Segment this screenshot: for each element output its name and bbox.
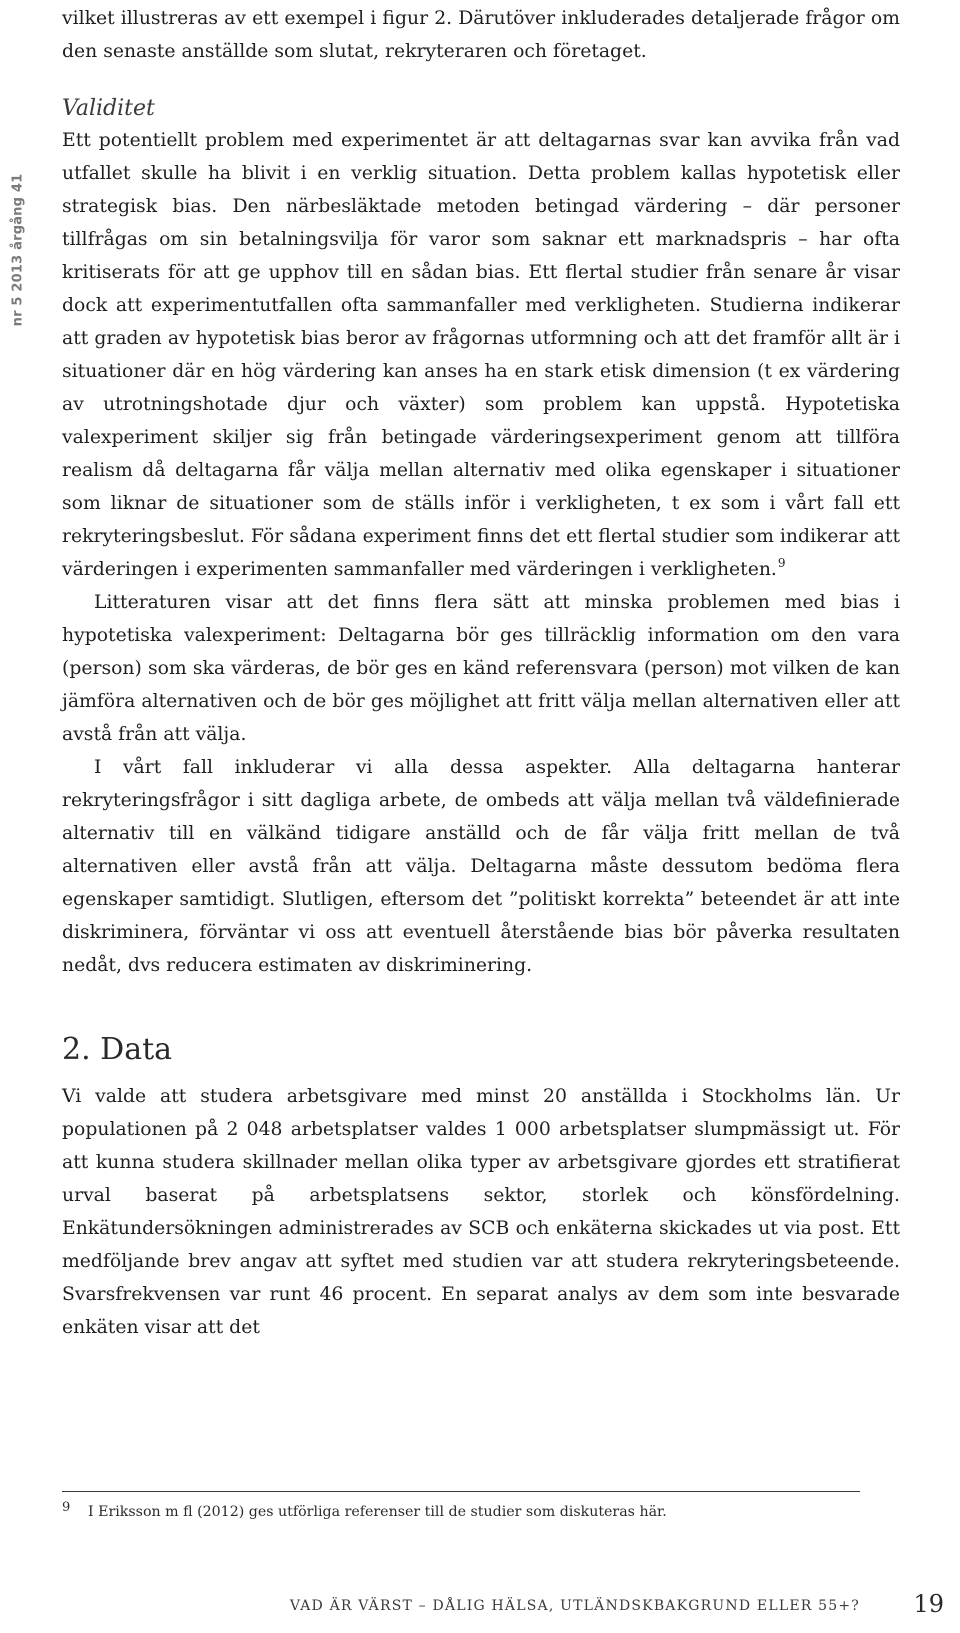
paragraph-data: Vi valde att studera arbetsgivare med minst 20 anställda i Stockholms län. Ur populationen på 2 048 arbetsplatser valdes 1 000 arbetsplatser slumpmässigt ut. För att kunna studera skillnader mellan olika typer av arbetsgivare gjordes ett stratifierat urval baserat på arbetsplatsens sektor, storlek och könsfördelning. Enkätundersökningen administrerades av SCB och enkäterna skickades ut via post. Ett medföljande brev angav att syftet med studien var att studera rekryteringsbeteende. Svarsfrekvensen var runt 46 procent. En separat analys av dem som inte besvarade enkäten visar att det [62, 1086, 900, 1338]
article-body [62, 0, 900, 1344]
paragraph-validity-text: Ett potentiellt problem med experimentet är att deltagarnas svar kan avvika från vad utfallet skulle ha blivit i en verklig situation. Detta problem kallas hypotetisk eller strategisk bias. Den närbesläktade metoden betingad värdering – där personer tillfrågas om sin betalningsvilja för varor som saknar ett marknadspris – har ofta kritiserats för att ge upphov till en sådan bias. Ett flertal studier från senare år visar dock att experimentutfallen ofta sammanfaller med verkligheten. Studierna indikerar att graden av hypotetisk bias beror av frågornas utformning och att det framför allt är i situationer där en hög värdering kan anses ha en stark etisk dimension (t ex värdering av utrotningshotade djur och växter) som problem kan uppstå. Hypotetiska valexperiment skiljer sig från betingade värderingsexperiment genom att tillföra realism då deltagarna får välja mellan alternativ med olika egenskaper i situationer som liknar de situationer som de ställs inför i verkligheten, t ex som i vårt fall ett rekryteringsbeslut. För sådana experiment finns det ett flertal studier som indikerar att värderingen i experimenten sammanfaller med värderingen i verkligheten. [62, 130, 900, 580]
footnote-reference-9: 9 [777, 556, 786, 570]
footnote-text: I Eriksson m fl (2012) ges utförliga referenser till de studier som diskuteras här. [88, 1504, 667, 1520]
running-footer-title: VAD ÄR VÄRST – DÅLIG HÄLSA, UTLÄNDSKBAKGRUND ELLER 55+? [289, 1598, 860, 1614]
paragraph-validity [62, 124, 900, 586]
paragraph-literature: Litteraturen visar att det finns flera sätt att minska problemen med bias i hypotetiska valexperiment: Deltagarna bör ges tillräcklig information om den vara (person) som ska värderas, de bör ges en känd referensvara (person) mot vilken de kan jämföra alternativen och de bör ges möjlighet att fritt välja mellan alternativen eller att avstå från att välja. [62, 592, 900, 745]
paragraph-our-case: I vårt fall inkluderar vi alla dessa aspekter. Alla deltagarna hanterar rekryteringsfrågor i sitt dagliga arbete, de ombeds att välja mellan två väldefinierade alternativ till en välkänd tidigare anställd och de får välja fritt mellan de två alternativen eller avstå från att välja. Deltagarna måste dessutom bedöma flera egenskaper samtidigt. Slutligen, eftersom det ”politiskt korrekta” beteendet är att inte diskriminera, förväntar vi oss att eventuell återstående bias bör påverka resultaten nedåt, dvs reducera estimaten av diskriminering. [62, 757, 900, 976]
section-subheading-validity: Validitet [62, 96, 155, 121]
section-heading-data: 2. Data [62, 1032, 173, 1067]
footnote-divider [62, 1491, 860, 1492]
paragraph-figure-reference: vilket illustreras av ett exempel i figur 2. Därutöver inkluderades detaljerade frågor om den senaste anställde som slutat, rekryteraren och företaget. [62, 8, 900, 62]
footnote-marker: 9 [62, 1500, 71, 1515]
footnote [62, 1501, 900, 1523]
running-footer [0, 1590, 960, 1630]
issue-side-tab [0, 160, 36, 340]
page-number: 19 [913, 1590, 944, 1618]
issue-side-tab-text: nr 5 2013 årgång 41 [10, 173, 26, 327]
